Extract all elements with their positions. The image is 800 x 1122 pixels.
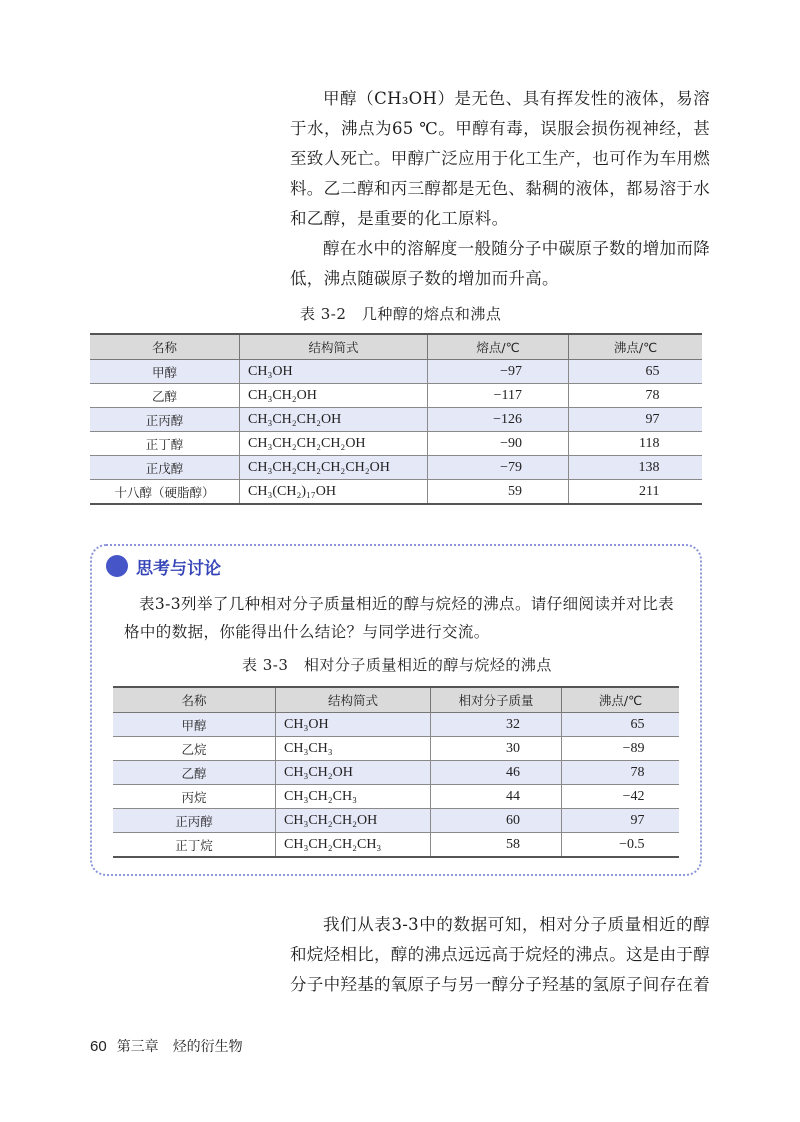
cell-formula: CH₃CH₃: [276, 737, 431, 761]
cell-name: 正丙醇: [113, 809, 276, 833]
cell-boiling: −42: [562, 785, 680, 809]
paragraph-hydrogen-bond: 我们从表3-3中的数据可知，相对分子质量相近的醇和烷烃相比，醇的沸点远远高于烷烃的沸点。这是由于醇分子中羟基的氧原子与另一醇分子羟基的氢原子间存在着: [290, 915, 710, 994]
cell-boiling: −89: [562, 737, 680, 761]
table1-caption: 表 3-2 几种醇的熔点和沸点: [300, 305, 502, 323]
cell-name: 十八醇（硬脂醇）: [90, 480, 240, 505]
cell-boiling: 138: [569, 456, 703, 480]
cell-formula: CH₃CH₂CH₂OH: [276, 809, 431, 833]
table-row: [90, 432, 702, 456]
col-header-melting: 熔点/℃: [428, 334, 569, 360]
cell-boiling: 97: [569, 408, 703, 432]
cell-name: 正丁烷: [113, 833, 276, 858]
cell-melting: −126: [428, 408, 569, 432]
cell-formula: CH₃CH₂CH₃: [276, 785, 431, 809]
paragraph-methanol: 甲醇（CH₃OH）是无色、具有挥发性的液体，易溶于水，沸点为65 ℃。甲醇有毒，误服会损伤视神经，甚至致人死亡。甲醇广泛应用于化工生产，也可作为车用燃料。乙二醇和丙三醇都是无色、黏稠的液体，都易溶于水和乙醇，是重要的化工原料。: [290, 89, 710, 228]
table-header-row: [113, 687, 679, 713]
cell-melting: 59: [428, 480, 569, 505]
table-row: [90, 456, 702, 480]
cell-formula: CH₃CH₂CH₂CH₂CH₂OH: [240, 456, 428, 480]
table-row: [113, 785, 679, 809]
cell-melting: −79: [428, 456, 569, 480]
cell-melting: −117: [428, 384, 569, 408]
cell-name: 乙烷: [113, 737, 276, 761]
cell-boiling: 65: [569, 360, 703, 384]
table-alcohol-alkane: [113, 686, 679, 858]
cell-formula: CH₃CH₂CH₂CH₃: [276, 833, 431, 858]
cell-boiling: −0.5: [562, 833, 680, 858]
cell-molar-mass: 58: [431, 833, 562, 858]
cell-boiling: 78: [562, 761, 680, 785]
cell-molar-mass: 60: [431, 809, 562, 833]
cell-name: 正戊醇: [90, 456, 240, 480]
table-alcohol-points: [90, 333, 702, 505]
cell-name: 乙醇: [113, 761, 276, 785]
cell-formula: CH₃CH₂CH₂CH₂OH: [240, 432, 428, 456]
table-row: [113, 833, 679, 858]
col-header-boiling: 沸点/℃: [569, 334, 703, 360]
cell-boiling: 211: [569, 480, 703, 505]
cell-molar-mass: 30: [431, 737, 562, 761]
cell-formula: CH₃OH: [276, 713, 431, 737]
cell-formula: CH₃CH₂CH₂OH: [240, 408, 428, 432]
cell-boiling: 118: [569, 432, 703, 456]
table-row: [90, 384, 702, 408]
col-header-formula: 结构简式: [276, 687, 431, 713]
cell-name: 甲醇: [90, 360, 240, 384]
chapter-label: 第三章: [116, 1039, 159, 1055]
col-header-name: 名称: [113, 687, 276, 713]
cell-formula: CH₃CH₂OH: [240, 384, 428, 408]
page-number: 60: [90, 1038, 107, 1055]
cell-formula: CH₃OH: [240, 360, 428, 384]
cell-melting: −97: [428, 360, 569, 384]
section-label: 烃的衍生物: [172, 1039, 243, 1055]
discussion-title: 思考与讨论: [136, 559, 221, 579]
col-header-name: 名称: [90, 334, 240, 360]
cell-name: 乙醇: [90, 384, 240, 408]
cell-boiling: 65: [562, 713, 680, 737]
page-footer: [90, 1036, 243, 1056]
cell-molar-mass: 46: [431, 761, 562, 785]
table-row: [113, 809, 679, 833]
discussion-box: [90, 544, 702, 876]
table-row: [90, 408, 702, 432]
cell-boiling: 78: [569, 384, 703, 408]
cell-name: 甲醇: [113, 713, 276, 737]
cell-molar-mass: 44: [431, 785, 562, 809]
cell-melting: −90: [428, 432, 569, 456]
discussion-bullet-icon: [106, 555, 128, 577]
col-header-formula: 结构简式: [240, 334, 428, 360]
table2-caption: 表 3-3 相对分子质量相近的醇与烷烃的沸点: [242, 656, 552, 674]
cell-boiling: 97: [562, 809, 680, 833]
table-row: [90, 480, 702, 505]
cell-name: 正丁醇: [90, 432, 240, 456]
col-header-boiling: 沸点/℃: [562, 687, 680, 713]
cell-formula: CH₃(CH₂)₁₇OH: [240, 480, 428, 505]
table-header-row: [90, 334, 702, 360]
cell-name: 正丙醇: [90, 408, 240, 432]
table-row: [113, 713, 679, 737]
cell-formula: CH₃CH₂OH: [276, 761, 431, 785]
discussion-text: 表3-3列举了几种相对分子质量相近的醇与烷烃的沸点。请仔细阅读并对比表格中的数据，你能得出什么结论？与同学进行交流。: [124, 595, 674, 641]
cell-molar-mass: 32: [431, 713, 562, 737]
col-header-molar-mass: 相对分子质量: [431, 687, 562, 713]
table-row: [113, 737, 679, 761]
table-row: [113, 761, 679, 785]
paragraph-solubility: 醇在水中的溶解度一般随分子中碳原子数的增加而降低，沸点随碳原子数的增加而升高。: [290, 239, 710, 288]
table-row: [90, 360, 702, 384]
cell-name: 丙烷: [113, 785, 276, 809]
